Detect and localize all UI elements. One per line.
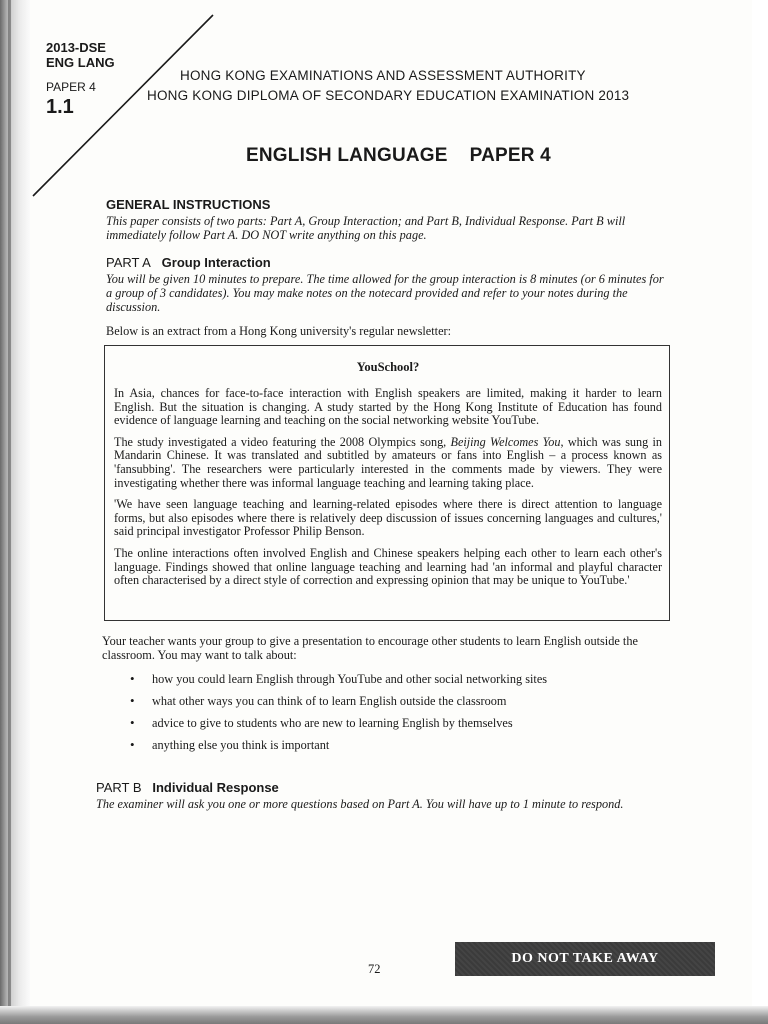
part-b-instructions: The examiner will ask you one or more questions based on Part A. You will have up to 1 minute to respond. — [96, 797, 624, 811]
general-instructions-text: This paper consists of two parts: Part A, Group Interaction; and Part B, Individual Response. Part B will immediately follow Part A. DO NOT write anything on this page. — [106, 214, 626, 242]
list-item: • what other ways you can think of to learn English outside the classroom — [130, 693, 507, 708]
title-paper: PAPER 4 — [469, 145, 551, 166]
article-paragraph-4: The online interactions often involved English and Chinese speakers helping each other to learn each other's language. Findings showed that online language teaching and learning had 'an informal and playful character often characterised by a direct style of correction and expressing opinion that may be unique to YouTube.' — [114, 545, 662, 588]
exam-name: HONG KONG DIPLOMA OF SECONDARY EDUCATION EXAMINATION 2013 — [147, 88, 630, 103]
bullet-icon: • — [130, 671, 135, 686]
discussion-points-list — [130, 672, 670, 760]
subject-code: ENG LANG — [46, 55, 115, 70]
newsletter-extract-box — [104, 345, 670, 621]
part-b-heading — [96, 780, 279, 795]
page-number: 72 — [368, 962, 381, 976]
song-title: Beijing Welcomes You — [450, 434, 561, 449]
paper-code-block — [46, 40, 115, 118]
article-intro: Below is an extract from a Hong Kong university's regular newsletter: — [106, 324, 452, 338]
version-number: 1.1 — [46, 96, 74, 118]
article-paragraph-1: In Asia, chances for face-to-face interaction with English speakers are limited, making it harder to learn English. But the situation is changing. A study started by the Hong Kong Institute of Education has found evidence of language learning and teaching on the social networking website YouTube. — [114, 386, 662, 428]
exam-code: 2013-DSE — [46, 40, 106, 55]
article-paragraph-2: The study investigated a video featuring the 2008 Olympics song, Beijing Welcomes You, which was sung in Mandarin Chinese. It was translated and subtitled by amateurs or fans into English – a process known as 'fansubbing'. The researchers were particularly interested in the comments made by viewers. They were investigating whether there was informal language teaching and learning taking place. — [114, 434, 662, 490]
bullet-icon: • — [130, 693, 135, 708]
article-title: YouSchool? — [356, 360, 420, 374]
corner-diagonal-line — [0, 0, 230, 210]
part-b-label: PART B — [96, 780, 142, 795]
part-a-instructions: You will be given 10 minutes to prepare. The time allowed for the group interaction is 8 minutes (or 6 minutes for a group of 3 candidates). You may make notes on the notecard provided and refer to your notes during the discussion. — [106, 272, 664, 314]
page-title — [246, 145, 551, 167]
article-paragraph-3: 'We have seen language teaching and learning-related episodes where there is direct attention to language forms, but also episodes where there is relatively deep discussion of issues concerning languages and cultures,' said principal investigator Professor Philip Benson. — [114, 497, 662, 539]
list-item: • anything else you think is important — [130, 737, 330, 752]
general-instructions-heading: GENERAL INSTRUCTIONS — [106, 197, 271, 212]
do-not-take-away-banner: DO NOT TAKE AWAY — [455, 942, 715, 976]
part-a-heading — [106, 255, 271, 270]
bottom-edge-shadow — [0, 1006, 768, 1024]
paper-label: PAPER 4 — [46, 80, 96, 94]
title-subject: ENGLISH LANGUAGE — [246, 145, 448, 166]
list-item: • how you could learn English through YouTube and other social networking sites — [130, 671, 548, 686]
authority-name: HONG KONG EXAMINATIONS AND ASSESSMENT AUTHORITY — [180, 68, 586, 83]
bullet-icon: • — [130, 737, 135, 752]
part-a-title: Group Interaction — [161, 255, 271, 270]
task-description: Your teacher wants your group to give a presentation to encourage other students to learn English outside the classroom. You may want to talk about: — [102, 634, 638, 662]
part-b-title: Individual Response — [152, 780, 279, 795]
part-a-label: PART A — [106, 255, 151, 270]
right-margin — [752, 0, 768, 1024]
bullet-icon: • — [130, 715, 135, 730]
list-item: • advice to give to students who are new to learning English by themselves — [130, 715, 513, 730]
